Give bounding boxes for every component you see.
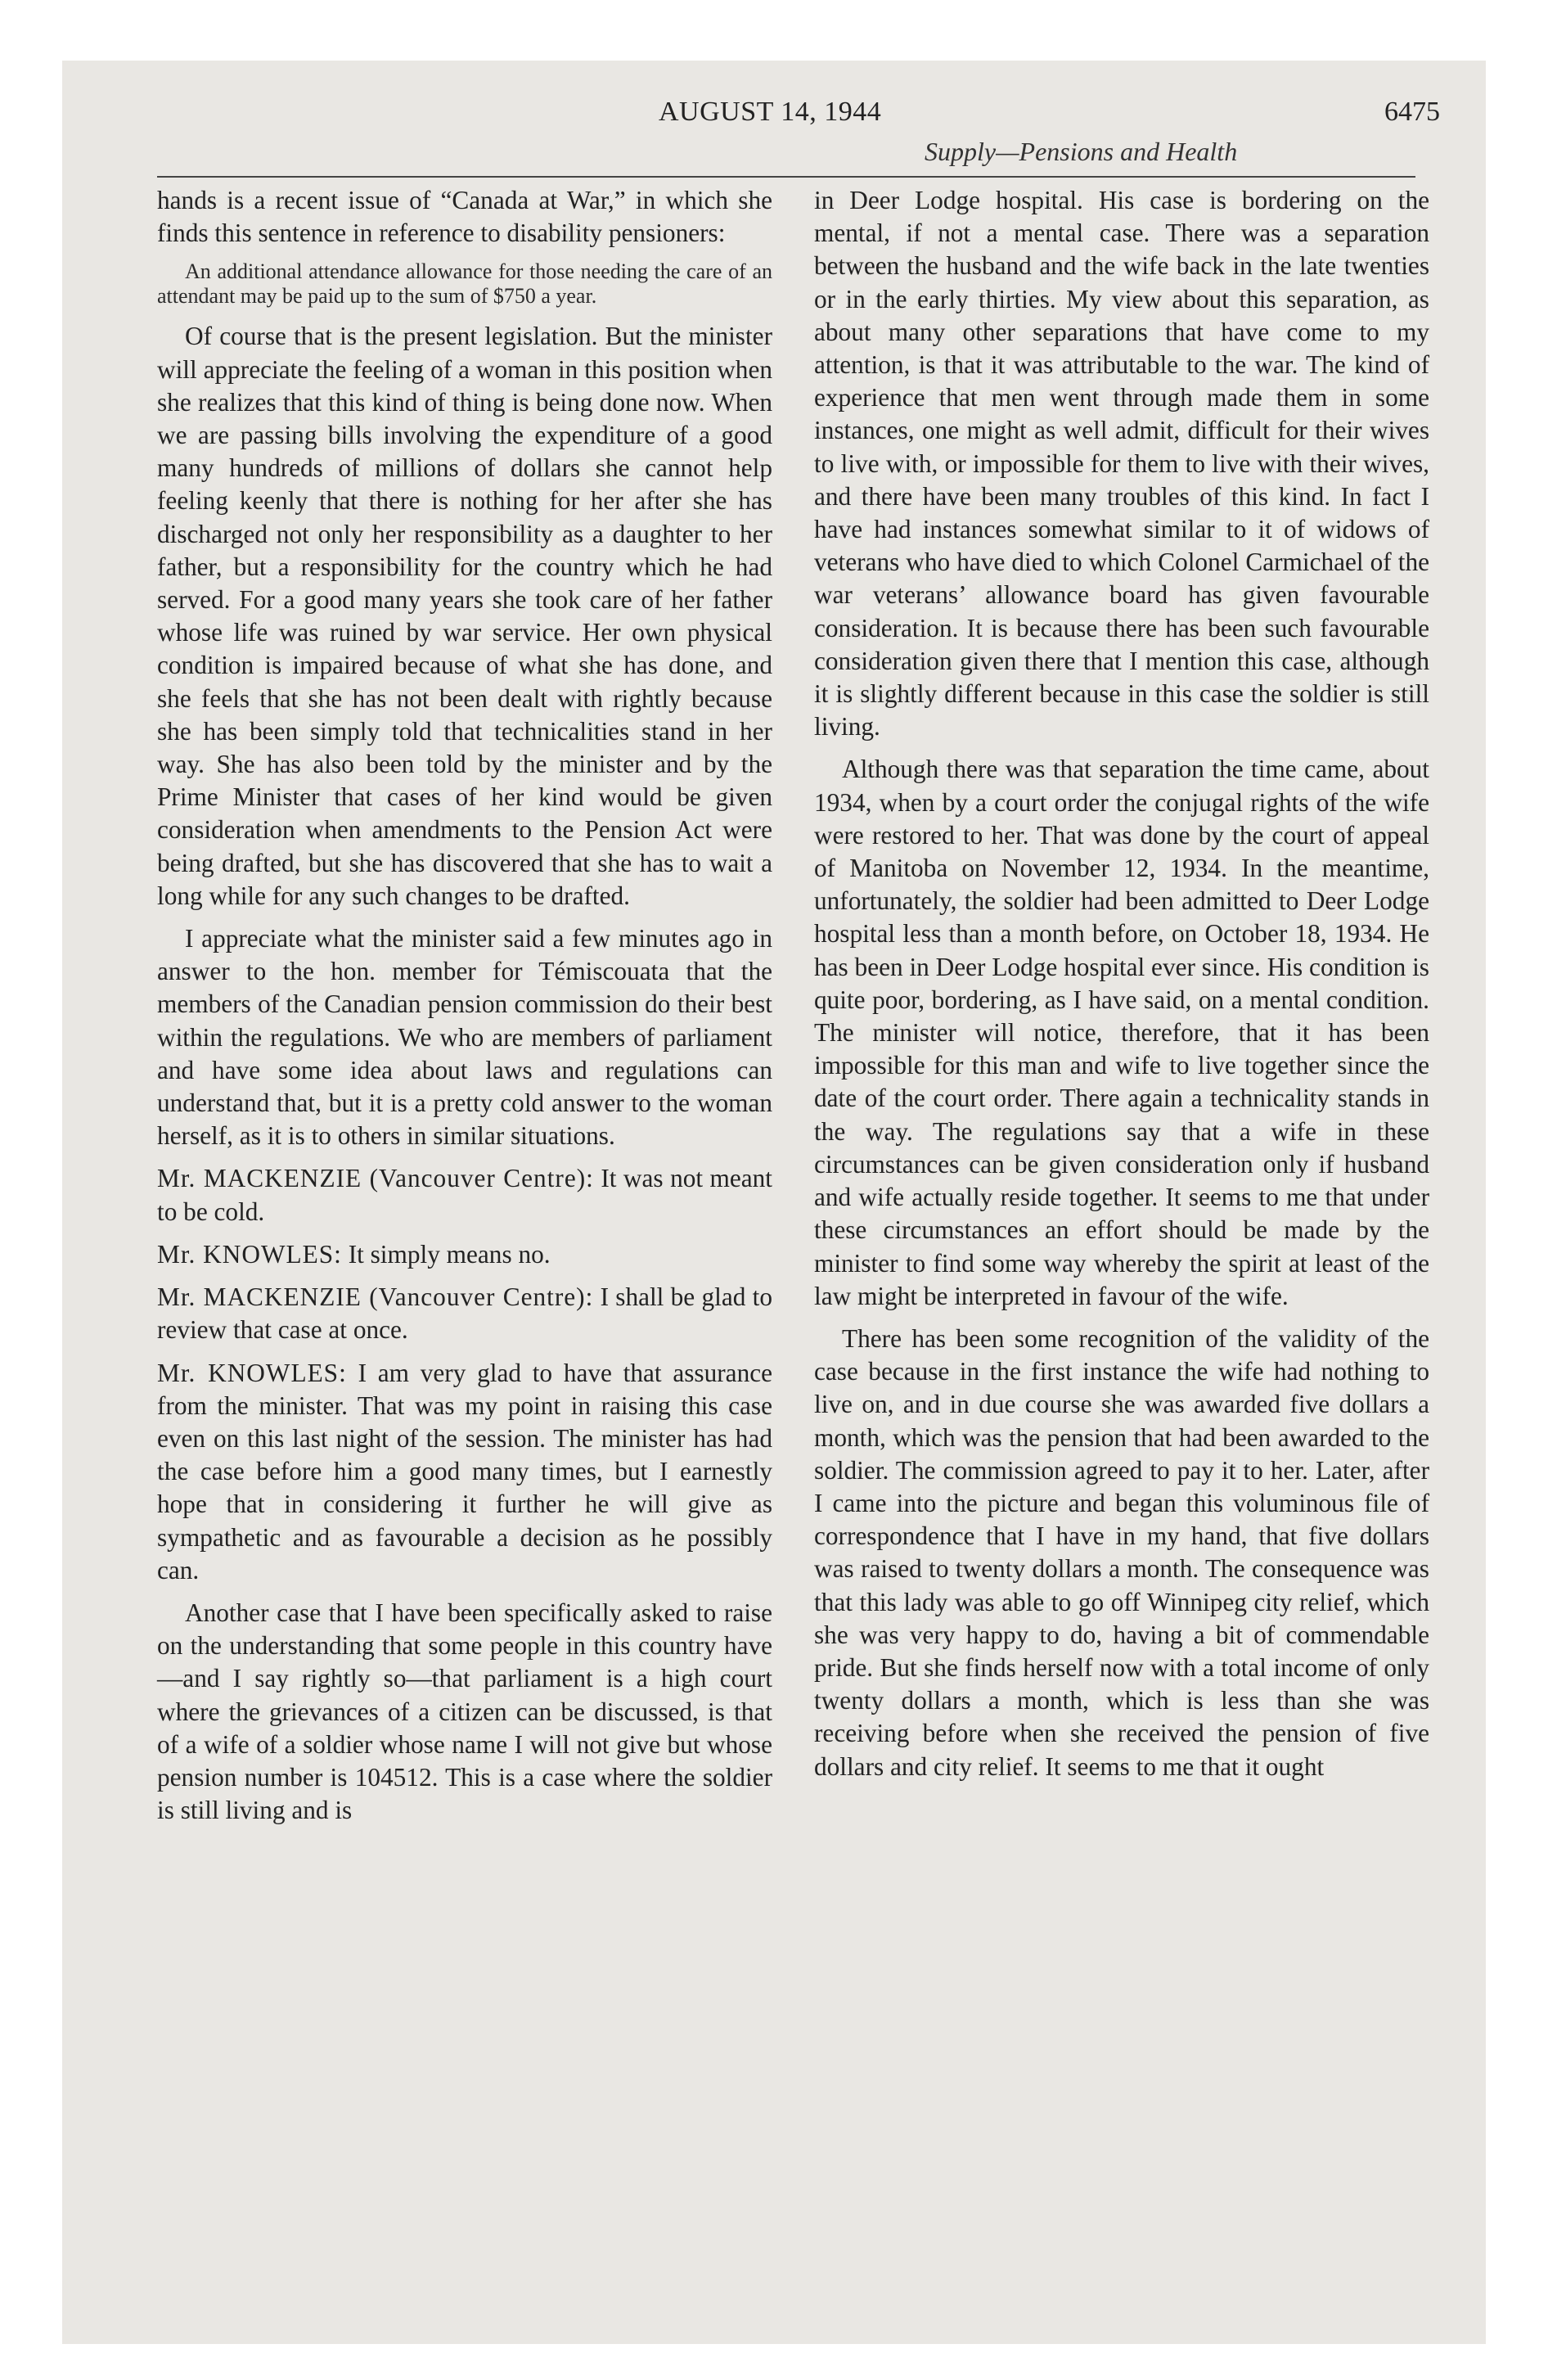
block-quote: An additional attendance allowance for those needing the care of an attendant may be paid up to the sum of $750 a year. xyxy=(157,259,772,309)
speaker-name: Mr. KNOWLES: xyxy=(157,1358,347,1387)
speech-exchange xyxy=(157,1281,772,1346)
paragraph: Another case that I have been specifically asked to raise on the understanding that some people in this country have—and I say rightly so—that parliament is a high court where the grievances of a citizen can be discussed, is that of a wife of a soldier whose name I will not give but whose pension number is 104512. This is a case where the soldier is still living and is xyxy=(157,1598,772,1825)
speech-text: I am very glad to have that assurance from the minister. That was my point in raising this case even on this last night of the session. The minister has had the case before him a good many times, but I earnestly hope that in considering it further he will give as sympathetic and as favourable a decision as he possibly can. xyxy=(157,1358,773,1584)
left-column xyxy=(157,184,772,1837)
page-number: 6475 xyxy=(1384,97,1440,127)
speech-exchange xyxy=(157,1238,772,1271)
speaker-name: Mr. MACKENZIE (Vancouver Centre): xyxy=(157,1282,594,1312)
page-date: AUGUST 14, 1944 xyxy=(659,97,882,127)
paragraph: There has been some recognition of the validity of the case because in the first instance the wife had nothing to live on, and in due course she was awarded five dollars a month, which was the pension that had been awarded to the soldier. The commission agreed to pay it to her. Later, after I came into the picture and began this voluminous file of correspondence that I have in my hand, that five dollars was raised to twenty dollars a month. The consequence was that this lady was able to go off Winnipeg city relief, which she was very happy to do, having a bit of commendable pride. But she finds herself now with a total income of only twenty dollars a month, which is less than she was receiving before when she received the pension of five dollars and city relief. It seems to me that it ought xyxy=(814,1323,1429,1781)
speech-exchange xyxy=(157,1357,772,1587)
paragraph: in Deer Lodge hospital. His case is bordering on the mental, if not a mental case. There was a separation between the husband and the wife back in the late twenties or in the early thirties. My view about this separation, as about many other separations that have come to my attention, is that it was attributable to the war. The kind of experience that men went through made them in some instances, one might as well admit, difficult for their wives to live with, or impossible for them to live with their wives, and there have been many troubles of this kind. In fact I have had instances somewhat similar to it of widows of veterans who have died to which Colonel Carmichael of the war veterans’ allowance board has given favourable consideration. It is because there has been such favourable consideration given there that I mention this case, although it is slightly different because in this case the soldier is still living. xyxy=(814,186,1429,741)
paragraph: hands is a recent issue of “Canada at War,” in which she finds this sentence in reference to disability pensioners: xyxy=(157,186,772,248)
speaker-name: Mr. KNOWLES: xyxy=(157,1239,342,1269)
right-column xyxy=(814,184,1429,1793)
speech-text: It was not meant to be cold. xyxy=(157,1164,773,1226)
speech-text: It simply means no. xyxy=(348,1239,551,1269)
paragraph: Of course that is the present legislation. But the minister will appreciate the feeling of a woman in this position when she realizes that this kind of thing is being done now. When we are passing bills involving the expenditure of a good many hundreds of millions of dollars she cannot help feeling keenly that there is nothing for her after she has discharged not only her responsibility as a daughter to her father, but a responsibility for the country which he had served. For a good many years she took care of her father whose life was ruined by war service. Her own physical condition is impaired because of what she has done, and she feels that she has not been dealt with rightly because she has been simply told that technicalities stand in her way. She has also been told by the minister and by the Prime Minister that cases of her kind would be given consideration when amendments to the Pension Act were being drafted, but she has discovered that she has to wait a long while for any such changes to be drafted. xyxy=(157,322,772,910)
paragraph: Although there was that separation the time came, about 1934, when by a court order the conjugal rights of the wife were restored to her. That was done by the court of appeal of Manitoba on November 12, 1934. In the meantime, unfortunately, the soldier had been admitted to Deer Lodge hospital less than a month before, on October 18, 1934. He has been in Deer Lodge hospital ever since. His condition is quite poor, bordering, as I have said, on a mental condition. The minister will notice, therefore, that it has been impossible for this man and wife to live together since the date of the court order. There again a technicality stands in the way. The regulations say that a wife in these circumstances can be given consideration only if husband and wife actually reside together. It seems to me that under these circumstances an effort should be made by the minister to find some way whereby the spirit at least of the law might be interpreted in favour of the wife. xyxy=(814,755,1429,1310)
paragraph: I appreciate what the minister said a few minutes ago in answer to the hon. member for Témiscouata that the members of the Canadian pension commission do their best within the regulations. We who are members of parliament and have some idea about laws and regulations can understand that, but it is a pretty cold answer to the woman herself, as it is to others in similar situations. xyxy=(157,924,772,1151)
speaker-name: Mr. MACKENZIE (Vancouver Centre): xyxy=(157,1164,594,1193)
speech-text: I shall be glad to review that case at once. xyxy=(157,1282,772,1345)
section-subtitle: Supply—Pensions and Health xyxy=(925,137,1238,166)
speech-exchange xyxy=(157,1162,772,1228)
header-rule xyxy=(157,176,1415,178)
